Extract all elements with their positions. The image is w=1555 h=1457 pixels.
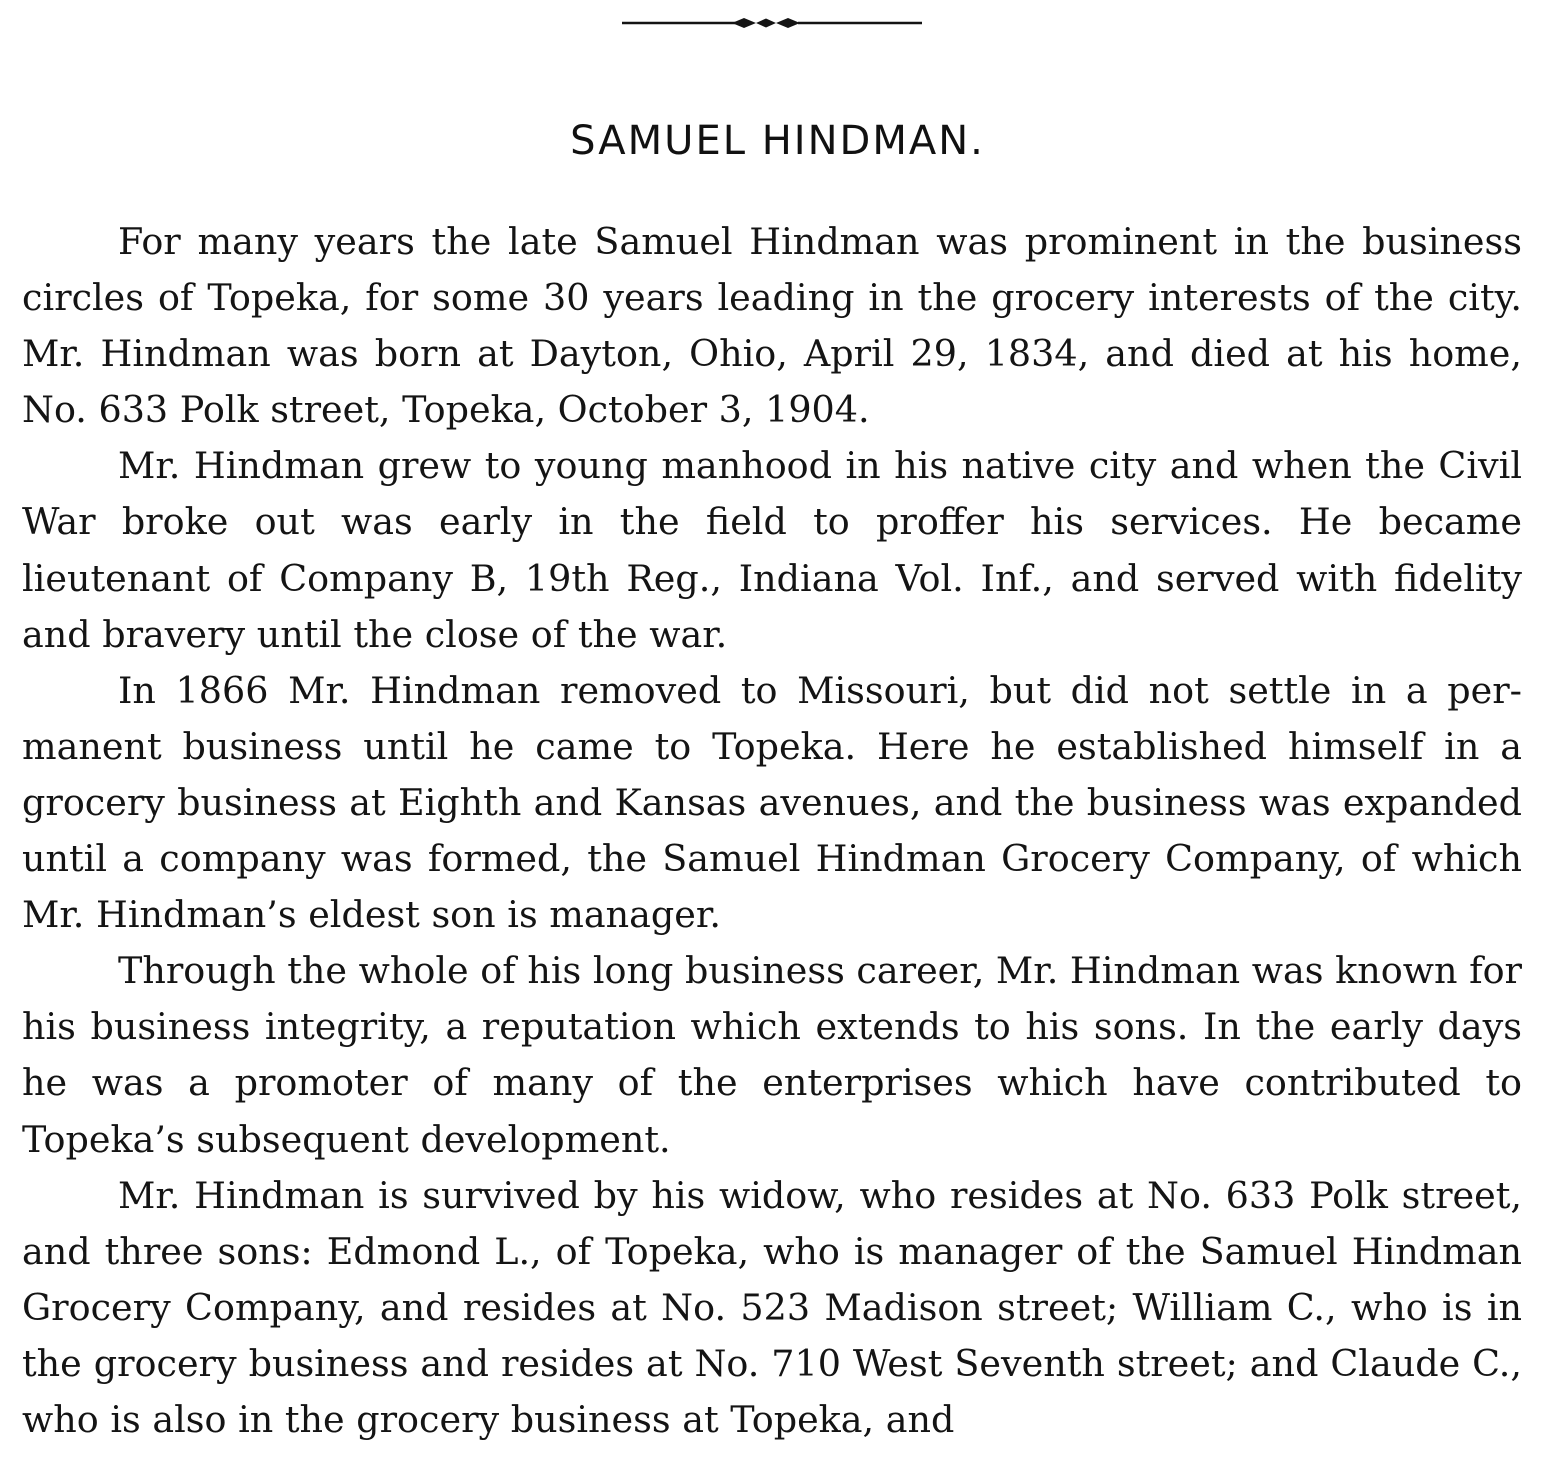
article-body bbox=[22, 214, 1522, 1448]
page-title: SAMUEL HINDMAN. bbox=[570, 118, 985, 164]
paragraph-3: In 1866 Mr. Hindman removed to Missouri, but did not settle in a permanent business until he came to Topeka. Here he established himself in a grocery business at Eighth and Kansas avenues, and the business was expanded until a company was formed, the Samuel Hindman Grocery Company, of which Mr. Hindman’s eldest son is manager. bbox=[22, 668, 1522, 937]
paragraph-5: Mr. Hindman is survived by his widow, who resides at No. 633 Polk street, and three sons: Edmond L., of Topeka, who is manager of the Samuel Hindman Grocery Company, and resides at No. 523 Madison street; William C., who is in the grocery business and resides at No. 710 West Seventh street; and Claude C., who is also in the grocery business at Topeka, and bbox=[22, 1173, 1522, 1441]
paragraph-4: Through the whole of his long business career, Mr. Hindman was known for his business integrity, a reputation which extends to his sons. In the early days he was a promoter of many of the enterprises which have contributed to Topeka’s subsequent development. bbox=[22, 949, 1523, 1161]
paragraph-1: For many years the late Samuel Hindman was prominent in the business circles of Topeka, for some 30 years leading in the grocery interests of the city. Mr. Hindman was born at Dayton, Ohio, April 29, 1834, and died at his home, No. 633 Polk street, Topeka, October 3, 1904. bbox=[22, 220, 1522, 432]
divider-ornament-icon bbox=[620, 8, 924, 38]
paragraph-2: Mr. Hindman grew to young manhood in his native city and when the Civil War broke out was early in the field to proffer his services. He became lieutenant of Company B, 19th Reg., Indiana Vol. Inf., and served with fidelity and bravery until the close of the war. bbox=[22, 444, 1522, 656]
